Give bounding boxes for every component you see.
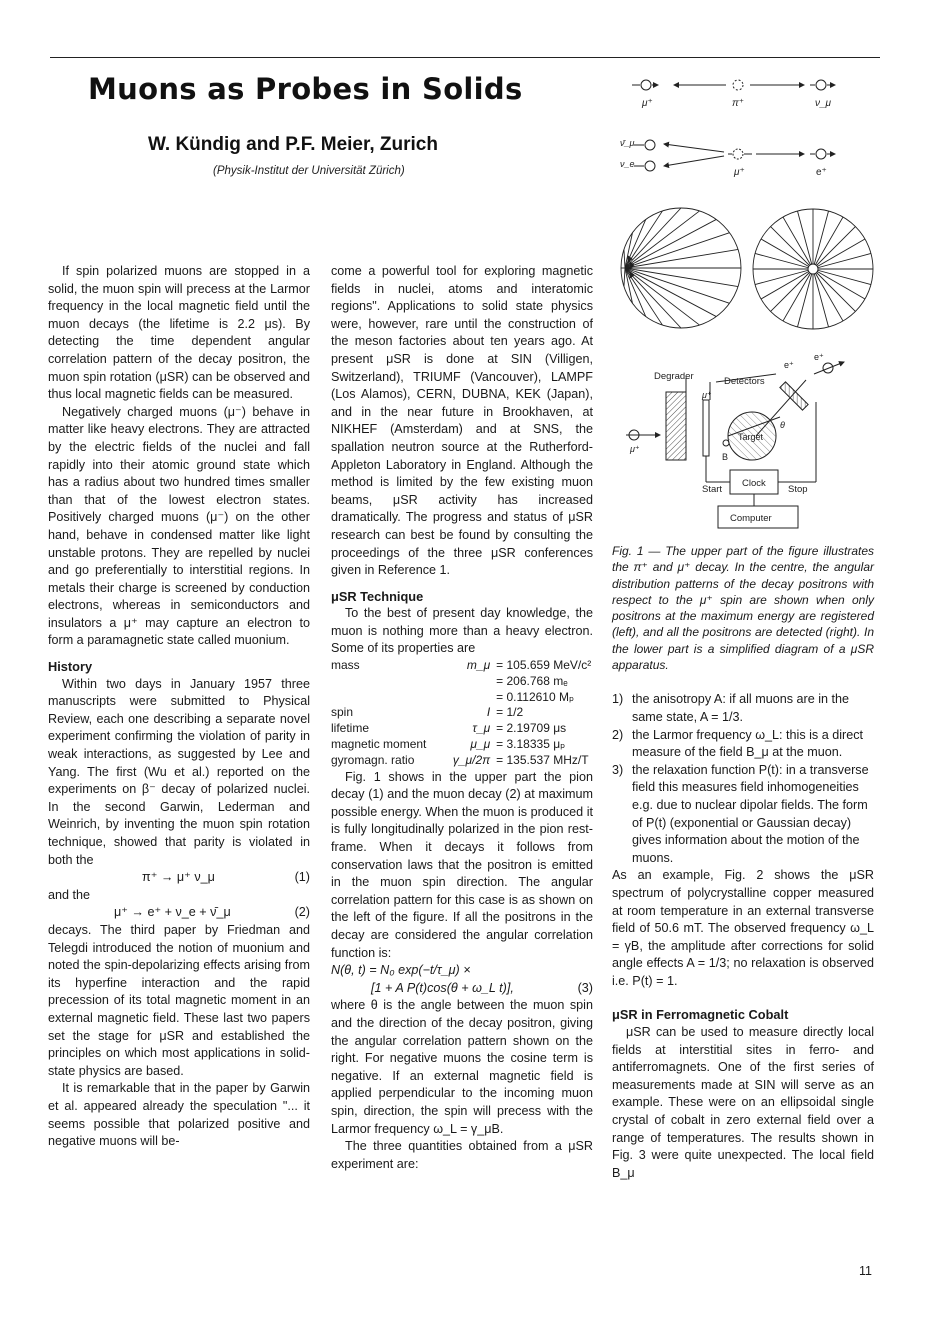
col1-paragraph-garwin: It is remarkable that in the paper by Garwin et al. appeared already the speculation "... it seems possible that polarized positive and negative muons will be-	[48, 1081, 310, 1149]
distribution-ray	[625, 268, 700, 325]
property-symbol: γ_μ/2π	[452, 752, 491, 767]
col1-paragraph-decays: decays. The third paper by Friedman and Telegdi introduced the notion of muonium and noted the spin-depolarizing effects arising from its hyperfine interaction and the rapid precession of its total magnetic moment in an external magnetic field. These last two papers set the stage for μSR and established the principles on which most applications in solid-state physics are based.	[48, 922, 310, 1078]
property-row	[331, 721, 593, 737]
decay2-positron-label: e⁺	[816, 167, 827, 178]
equation-3-number: (3)	[577, 980, 593, 995]
property-symbol: I	[486, 705, 491, 720]
property-value: = 1/2	[496, 705, 524, 720]
property-row	[331, 674, 593, 690]
property-symbol	[428, 690, 496, 706]
apparatus-positron2-label: e⁺	[814, 352, 824, 362]
property-name	[331, 690, 428, 706]
property-row	[331, 690, 593, 706]
col2-paragraph-fig1: Fig. 1 shows in the upper part the pion decay (1) and the muon decay (2) at maximum possible energy. When the muon is produced it is fully longitudinally polarized in the pion rest-frame. When it decays it follows from conservation laws that the positron is emitted in the muon spin direction. The angular correlation pattern for this case is as shown on the left of the figure. If all the positrons in the decay are considered the angular correlation function is:	[331, 769, 593, 960]
detectors-label: Detectors	[724, 376, 765, 387]
angular-distribution-left	[621, 208, 741, 328]
header-rule	[50, 57, 880, 58]
property-value: = 206.768 mₑ	[496, 673, 568, 688]
col1-paragraph-history: Within two days in January 1957 three manuscripts were submitted to Physical Review, each one describing a separate novel experiment confirming the violation of parity in weak interactions, as suggested by Lee and Yang. The first (Wu et al.) reported on the experiments on β⁻ decay of polarized nuclei. In the second Garwin, Lederman and Weinrich, by inventing the muon spin rotation technique, showed that parity is violated in both the	[48, 676, 310, 867]
equation-3-line-1: N(θ, t) = N₀ exp(−t/τ_μ) ×	[331, 963, 471, 978]
stop-detector	[780, 382, 808, 410]
equation-1-text: π⁺ → μ⁺ ν_μ	[142, 870, 215, 885]
and-the-text: and the	[48, 887, 91, 902]
list-item: 1) the anisotropy A: if all muons are in the same state, A = 1/3.	[612, 692, 850, 724]
column-3	[612, 543, 874, 1182]
col1-paragraph-intro: If spin polarized muons are stopped in a solid, the muon spin will precess at the Larmor frequency in the local magnetic field until the muon decays (the lifetime is 2.2 μs). By detecting the time dependent angular correlation pattern of the decay positron, the muon spin rotation (μSR) can be observed and thus local magnetic fields can be measured.	[48, 264, 310, 402]
col2-paragraph-tool: come a powerful tool for exploring magnetic fields in nuclei, atoms and interatomic regions". Applications to solid state physics were, however, rare until the construction of the meson factories about ten years ago. At present μSR is done at SIN (Villigen, Switzerland), TRIUMF (Vancouver), LAMPF (Los Alamos), CERN, DUBNA, KEK (Japan), and in the near future in Brookhaven, at NIKHEF (Amsterdam) and at SNS, the spallation neutron source at the Rutherford-Appleton Laboratory in England. Although the method is limited by the few existing muon beams, μSR activity has increased dramatically. The progress and status of μSR research can best be found by consulting the proceedings of the three μSR conferences given in Reference 1.	[331, 264, 593, 578]
article-affiliation: (Physik-Institut der Universität Zürich)	[213, 165, 405, 177]
clock-label: Clock	[742, 478, 766, 489]
list-item: 2) the Larmor frequency ω_L: this is a direct measure of the field B_μ at the muon.	[612, 727, 864, 760]
distribution-ray	[755, 269, 813, 285]
neutrino-particle-icon	[810, 80, 835, 90]
muon-particle-icon	[632, 80, 658, 90]
property-row	[331, 737, 593, 753]
property-symbol: τ_μ	[472, 721, 491, 736]
equation-1	[48, 869, 310, 887]
distribution-ray	[797, 211, 813, 269]
degrader-label: Degrader	[654, 371, 694, 382]
distribution-ray	[813, 211, 829, 269]
distribution-ray	[813, 253, 871, 269]
stop-label: Stop	[788, 484, 808, 495]
equation-3-text: [1 + A P(t)cos(θ + ω_L t)],	[371, 980, 514, 995]
col2-paragraph-three-quantities: The three quantities obtained from a μSR experiment are:	[331, 1139, 593, 1171]
col3-paragraph-example: As an example, Fig. 2 shows the μSR spectrum of polycrystalline copper measured at room temperature in an external transverse field of 50.6 mT. The observed frequency ω_L = γB, the amplitude after corrections for solid angle effects A = 1/3; no relaxation is observed i.e. P(t) = 1.	[612, 868, 874, 988]
property-value: = 135.537 MHz/T	[496, 752, 589, 767]
property-symbol	[428, 674, 496, 690]
pion-particle-icon	[733, 80, 743, 90]
decay1-pion-label: π⁺	[732, 98, 744, 109]
distribution-ray	[755, 253, 813, 269]
distribution-ray	[813, 269, 829, 327]
apparatus-positron1-label: e⁺	[784, 360, 794, 370]
figure-1-caption: Fig. 1 — The upper part of the figure illustrates the π⁺ and μ⁺ decay. In the centre, the angular distribution patterns of the decay positrons with respect to the μ⁺ spin are shown when only positrons at the maximum energy are registered (left), and all the positrons are detected (right). In the lower part is a simplified diagram of a μSR apparatus.	[612, 544, 874, 673]
angular-distribution-right	[753, 209, 873, 329]
start-label: Start	[702, 484, 723, 495]
article-authors: W. Kündig and P.F. Meier, Zurich	[148, 134, 438, 155]
distribution-ray	[797, 269, 813, 327]
property-value: = 2.19709 μs	[496, 721, 567, 736]
equation-2	[48, 904, 310, 922]
target-label: Target	[738, 432, 764, 442]
property-symbol: μ_μ	[470, 737, 491, 752]
col2-paragraph-knowledge: To the best of present day knowledge, the muon is nothing more than a heavy electron. Some of its properties are	[331, 606, 593, 656]
col1-paragraph-charged-muons: Negatively charged muons (μ⁻) behave in matter like heavy electrons. They are attracted by the electric fields of the nuclei and fall rapidly into their atomic ground state which has a radius about two hundred times smaller than that of the lowest electron states. Positively charged muons (μ⁻) on the other hand, behave in condensed matter like light unstable protons. They are repelled by nuclei and go preferentially to interstitial regions. In metals their charge is screened by conduction electrons, whereas in semiconductors and insulators a μ⁺ may capture an electron to form a paramagnetic state called muonium.	[48, 404, 310, 648]
field-label: B	[722, 452, 729, 462]
equation-1-number: (1)	[294, 870, 310, 885]
quantities-list	[612, 691, 874, 867]
equation-3-line-2	[331, 980, 593, 998]
property-name: mass	[331, 658, 360, 673]
theta-label: θ	[780, 420, 785, 430]
computer-label: Computer	[730, 513, 772, 524]
cobalt-heading: μSR in Ferromagnetic Cobalt	[612, 1007, 789, 1023]
figure-1	[606, 62, 886, 542]
distribution-ray	[624, 249, 625, 268]
distribution-ray	[625, 268, 646, 317]
equation-2-text: μ⁺ → e⁺ + ν_e + ν̄_μ	[114, 905, 231, 920]
history-heading: History	[48, 659, 93, 675]
property-value: = 0.112610 Mₚ	[496, 689, 575, 704]
degrader-block	[666, 392, 686, 460]
distribution-ray	[625, 211, 700, 268]
technique-heading: μSR Technique	[331, 588, 424, 604]
pion-decay-diagram	[632, 80, 835, 90]
start-detector	[703, 400, 709, 456]
apparatus-inner-muon-label: μ⁺	[702, 390, 712, 400]
decay1-neutrino-label: ν_μ	[815, 98, 832, 109]
equation-2-number: (2)	[294, 905, 310, 920]
col3-paragraph-cobalt: μSR can be used to measure directly local fields at interstitial sites in ferro- and antiferromagnets. One of the first series of measurements made at SIN will serve as an example. These were on an ellipsoidal single crystal of cobalt in zero external field over a range of temperatures. The results shown in Fig. 3 were quite unexpected. The local field B_μ	[612, 1025, 874, 1180]
distribution-ray	[625, 233, 730, 268]
property-row	[331, 753, 593, 769]
col2-paragraph-where: where θ is the angle between the muon spin and the direction of the decay positron, giving the angular correlation pattern shown on the right. For negative muons the cosine term is negative. If an external magnetic field is applied perpendicular to the incoming muon spin, direction, the spin will precess with the Larmor frequency ω_L = γ_μB.	[331, 998, 593, 1136]
muon-properties-table	[331, 658, 593, 769]
column-1	[48, 263, 310, 1151]
property-value: = 3.18335 μₚ	[496, 737, 566, 752]
distribution-ray	[624, 268, 625, 287]
decay2-muon-label: μ⁺	[734, 167, 745, 178]
decay1-muon-label: μ⁺	[642, 98, 653, 109]
property-name: magnetic moment	[331, 737, 427, 752]
property-name: lifetime	[331, 721, 370, 736]
article-title: Muons as Probes in Solids	[88, 72, 523, 106]
column-2	[331, 263, 593, 1173]
property-name: spin	[331, 705, 354, 720]
property-value: = 105.659 MeV/c²	[496, 658, 592, 673]
list-item: 3) the relaxation function P(t): in a transverse field this measures field inhomogeneities e.g. due to nuclear dipolar fields. The form of P(t) (exponential or Gaussian decay) gives information about the motion of the muons.	[612, 762, 869, 865]
property-name	[331, 674, 428, 690]
decay2-antineutrino-label: ν̄_μ	[620, 138, 635, 148]
property-symbol: m_μ	[466, 658, 491, 673]
property-row	[331, 658, 593, 674]
distribution-ray	[625, 268, 730, 303]
apparatus-muon-label: μ⁺	[630, 444, 640, 454]
property-name: gyromagn. ratio	[331, 752, 415, 767]
property-row	[331, 705, 593, 721]
distribution-ray	[813, 269, 871, 285]
decay2-electron-neutrino-label: ν_e	[620, 159, 635, 169]
page-number: 11	[859, 1264, 872, 1278]
